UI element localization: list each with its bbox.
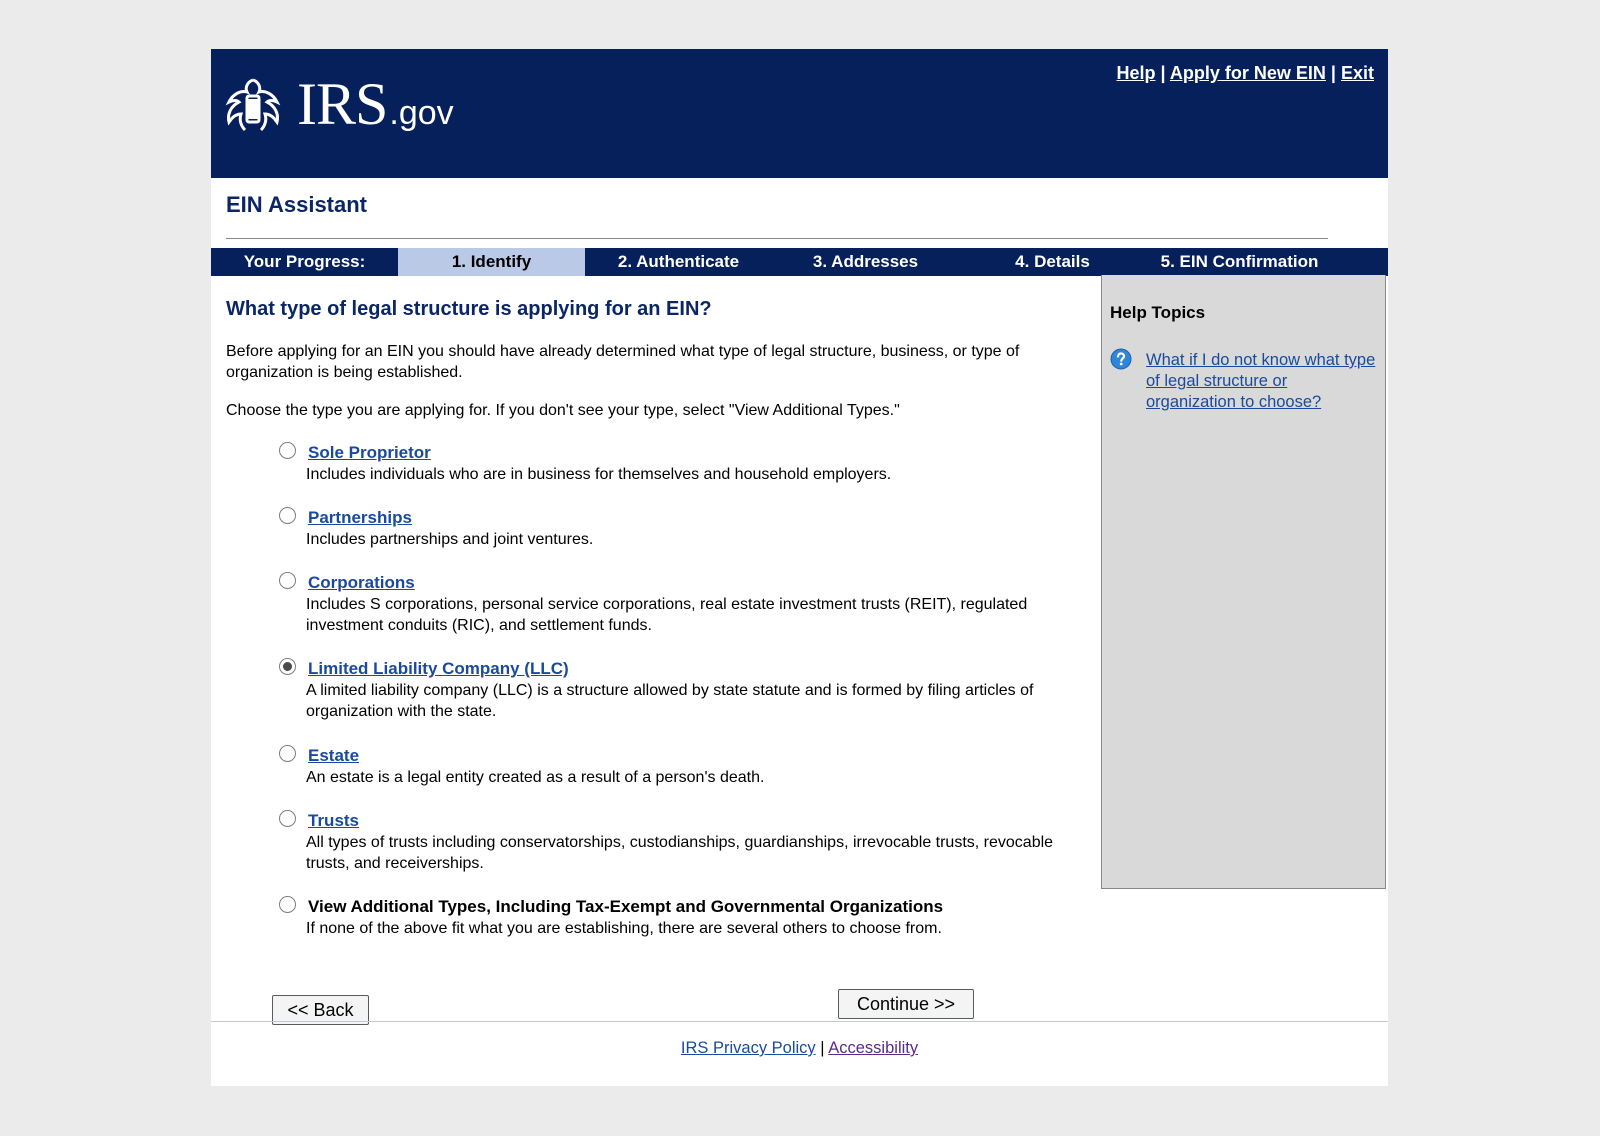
privacy-policy-link[interactable]: IRS Privacy Policy — [680, 1039, 816, 1057]
option-description: All types of trusts including conservatorships, custodianships, guardianships, irrevocable trusts, revocable trusts, and receiverships. — [306, 834, 1054, 872]
radio-additional-types[interactable] — [279, 896, 296, 913]
progress-bar — [211, 248, 1388, 276]
option-description: Includes S corporations, personal service corporations, real estate investment trusts (REIT), regulated investment conduits (RIC), and settlement funds. — [306, 596, 1028, 634]
trusts-link[interactable]: Trusts — [308, 811, 360, 830]
step-details: 4. Details — [1015, 252, 1090, 271]
accessibility-link[interactable]: Accessibility — [828, 1039, 919, 1057]
radio-estate[interactable] — [279, 745, 296, 762]
llc-link[interactable]: Limited Liability Company (LLC) — [308, 659, 569, 678]
footer — [211, 1039, 1388, 1058]
footer-divider — [211, 1021, 1388, 1022]
footer-separator: | — [820, 1039, 825, 1057]
exit-link[interactable]: Exit — [1340, 63, 1374, 83]
step-authenticate: 2. Authenticate — [617, 252, 740, 271]
page — [211, 49, 1388, 1086]
progress-label: Your Progress: — [243, 252, 366, 271]
question-mark-icon — [1110, 348, 1132, 370]
question-title: What type of legal structure is applying for an EIN? — [226, 298, 712, 320]
help-legal-structure-link[interactable]: What if I do not know what type of legal structure or organization to choose? — [1146, 351, 1376, 411]
logo-irs-text: IRS — [297, 70, 388, 137]
radio-corporations[interactable] — [279, 572, 296, 589]
step-addresses: 3. Addresses — [812, 252, 919, 271]
header-bar — [211, 49, 1388, 178]
radio-llc[interactable] — [279, 658, 296, 675]
additional-types-label: View Additional Types, Including Tax-Exempt and Governmental Organizations — [308, 897, 944, 916]
step-identify: 1. Identify — [398, 248, 585, 276]
option-description: Includes individuals who are in business for themselves and household employers. — [306, 466, 892, 483]
back-button[interactable]: << Back — [272, 995, 369, 1025]
option-description: A limited liability company (LLC) is a structure allowed by state statute and is formed by filing articles of organization with the state. — [306, 682, 1034, 720]
radio-trusts[interactable] — [279, 810, 296, 827]
partnerships-link[interactable]: Partnerships — [308, 508, 412, 527]
intro-text: Before applying for an EIN you should have already determined what type of legal structure, business, or type of organization is being established. — [226, 343, 1020, 381]
estate-link[interactable]: Estate — [308, 746, 360, 765]
help-link[interactable]: Help — [1116, 63, 1156, 83]
help-topics-panel — [1101, 275, 1386, 889]
link-separator: | — [1330, 63, 1336, 83]
link-separator: | — [1160, 63, 1166, 83]
corporations-link[interactable]: Corporations — [308, 573, 415, 592]
radio-sole-proprietor[interactable] — [279, 442, 296, 459]
eagle-icon — [221, 72, 285, 136]
option-description: Includes partnerships and joint ventures. — [306, 531, 594, 548]
title-divider — [226, 238, 1328, 239]
instruction-text: Choose the type you are applying for. If you don't see your type, select "View Additional Types." — [226, 402, 900, 419]
option-description: If none of the above fit what you are establishing, there are several others to choose from. — [306, 920, 942, 937]
app-title: EIN Assistant — [226, 192, 368, 217]
help-topics-title: Help Topics — [1110, 303, 1206, 322]
step-ein-confirmation: 5. EIN Confirmation — [1160, 252, 1319, 271]
sole-proprietor-link[interactable]: Sole Proprietor — [308, 443, 431, 462]
irs-logo[interactable] — [221, 69, 454, 139]
radio-partnerships[interactable] — [279, 507, 296, 524]
continue-button[interactable]: Continue >> — [838, 989, 974, 1019]
top-links — [1116, 63, 1374, 84]
option-description: An estate is a legal entity created as a result of a person's death. — [306, 769, 765, 786]
apply-new-ein-link[interactable]: Apply for New EIN — [1169, 63, 1326, 83]
logo-gov-text: .gov — [389, 93, 454, 132]
